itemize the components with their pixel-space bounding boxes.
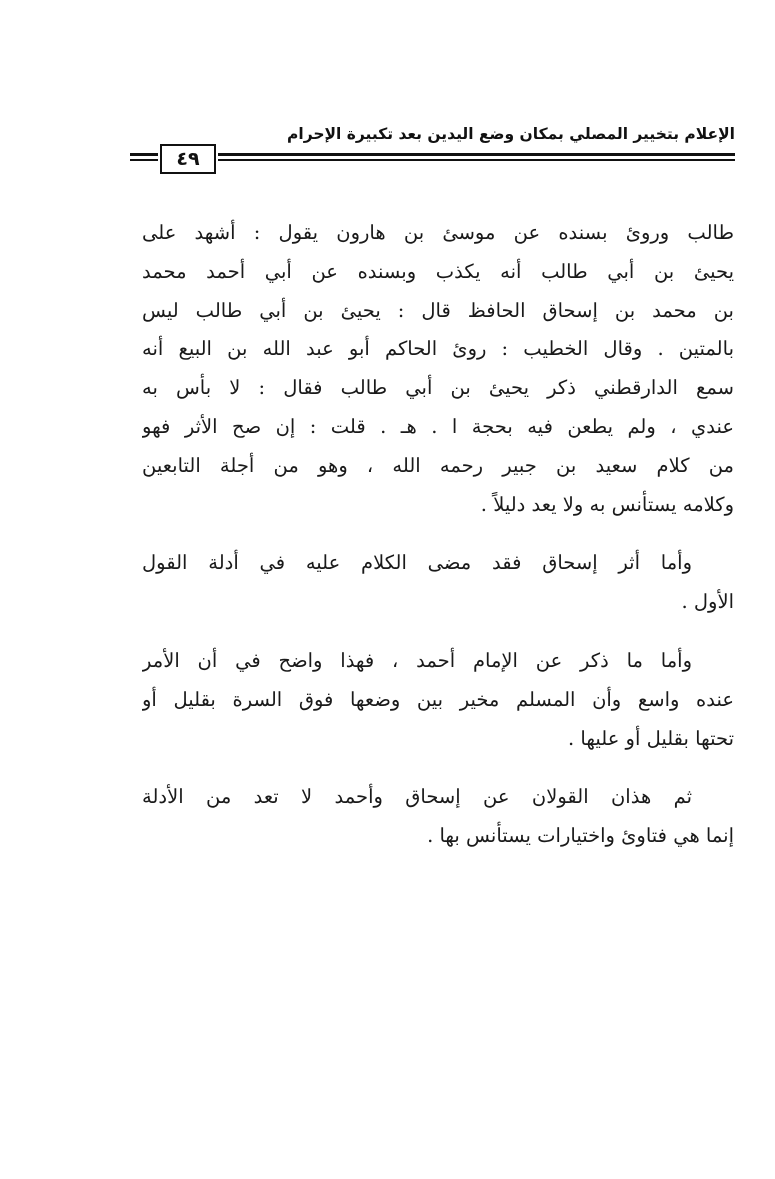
text-line: وأما أثر إسحاق فقد مضى الكلام عليه في أدلة القول [142,551,692,575]
paragraph [142,544,734,622]
text-line: عنده واسع وأن المسلم مخير بين وضعها فوق السرة بقليل أو [142,687,734,711]
body-text [142,214,734,856]
header-rule-left-bottom [130,159,158,161]
text-line: يحيئ بن أبي طالب أنه يكذب وبسنده عن أبي أحمد محمد [142,259,734,283]
header-rule-top [218,153,735,156]
text-line: تحتها بقليل أو عليها . [568,726,734,750]
header-rule-bottom [218,159,735,161]
text-line: عندي ، ولم يطعن فيه بحجة ا . هـ . قلت : إن صح الأثر فهو [142,414,734,438]
paragraph [142,778,734,856]
text-line: طالب وروئ بسنده عن موسئ بن هارون يقول : أشهد على [142,221,734,244]
text-line: بالمتين . وقال الخطيب : روئ الحاكم أبو عبد الله بن البيع أنه [142,337,734,361]
text-line: وكلامه يستأنس به ولا يعد دليلاً . [480,492,734,516]
text-line: وأما ما ذكر عن الإمام أحمد ، فهذا واضح في أن الأمر [142,648,692,672]
paragraph [142,214,734,524]
text-line: إنما هي فتاوئ واختيارات يستأنس بها . [427,824,734,848]
text-line: ثم هذان القولان عن إسحاق وأحمد لا تعد من الأدلة [142,785,692,809]
header-rule-left-top [130,153,158,156]
text-line: سمع الدارقطني ذكر يحيئ بن أبي طالب فقال : لا بأس به [142,376,734,400]
page-number-box [160,144,216,174]
running-header-title: الإعلام بتخيير المصلي بمكان وضع اليدين بعد تكبيرة الإحرام [287,125,735,143]
text-line: الأول . [681,590,734,614]
paragraph [142,642,734,758]
page-number: ٤٩ [176,148,200,170]
running-header [130,125,735,180]
text-line: من كلام سعيد بن جبير رحمه الله ، وهو من أجلة التابعين [142,453,734,477]
text-line: بن محمد بن إسحاق الحافظ قال : يحيئ بن أبي طالب ليس [142,298,734,322]
